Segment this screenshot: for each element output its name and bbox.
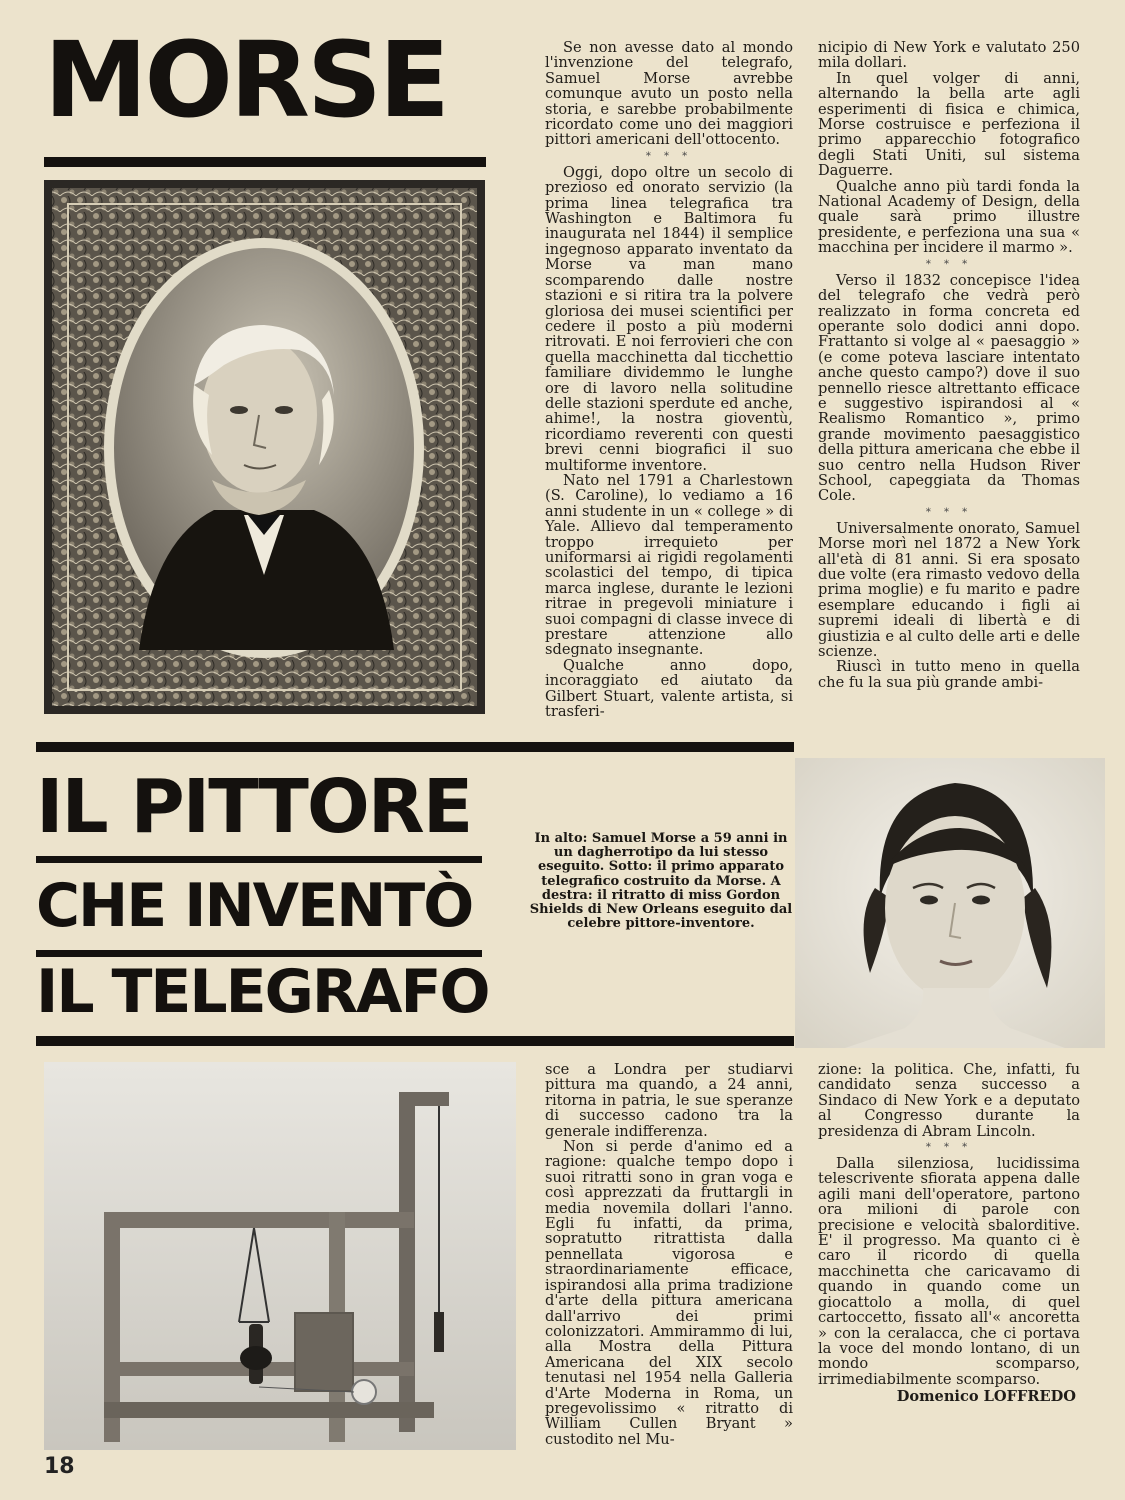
photo-caption: In alto: Samuel Morse a 59 anni in un dagherrotipo da lui stesso eseguito. Sotto: il primo apparato telegrafico costruito da Morse. A destra: il ritratto di miss Gordon Shields di New Orleans eseguito dal celebre pittore-inventore. bbox=[529, 831, 793, 932]
section-separator: * * * bbox=[925, 1142, 973, 1154]
headline-il-pittore: IL PITTORE bbox=[36, 764, 472, 850]
paragraph: zione: la politica. Che, infatti, fu candidato senza successo a Sindaco di New York e a deputato al Congresso durante la presidenza di Abram Lincoln. bbox=[818, 1061, 1080, 1140]
headline-che-invento: CHE INVENTÒ bbox=[36, 871, 473, 941]
paragraph: Nato nel 1791 a Charlestown (S. Caroline), lo vediamo a 16 anni studente in un « college » di Yale. Allievo dal temperamento troppo irrequieto per uniformarsi ai rigidi regolamenti scolastici del tempo, di tipica marca inglese, durante le lezioni ritrae in pregevoli miniature i suoi compagni di classe invece di prestare attenzione allo sdegnato insegnante. bbox=[545, 471, 793, 659]
rule bbox=[36, 856, 482, 863]
rule bbox=[44, 157, 486, 167]
section-separator: * * * bbox=[925, 506, 973, 518]
headline-morse: MORSE bbox=[44, 19, 447, 141]
section-separator: * * * bbox=[645, 150, 693, 162]
rule bbox=[36, 1036, 794, 1046]
section-separator: * * * bbox=[925, 258, 973, 270]
article-column-1-top bbox=[545, 40, 793, 719]
paragraph: Non si perde d'animo ed a ragione: qualche tempo dopo i suoi ritratti sono in gran voga e così apprezzati da fruttargli in media novemila dollari l'anno. Egli fu infatti, da prima, sopratutto ritrattista dalla pennellata vigorosa e straordinariamente efficace, ispirandosi alla prima tradizione d'arte della pittura americana dall'arrivo dei primi colonizzatori. Ammirammo di lui, alla Mostra della Pittura Americana del XIX secolo tenutasi nel 1954 nella Galleria d'Arte Moderna in Roma, un pregevolissimo « ritratto di William Cullen Bryant » custodito nel Mu- bbox=[545, 1138, 793, 1448]
article-column-2-top bbox=[818, 40, 1080, 690]
paragraph: Qualche anno più tardi fonda la National Academy of Design, della quale sarà primo illustre presidente, e perfeziona una sua « macchina per incidere il marmo ». bbox=[818, 177, 1080, 257]
headline-il-telegrafo: IL TELEGRAFO bbox=[36, 957, 489, 1027]
paragraph: Verso il 1832 concepisce l'idea del telegrafo che vedrà però realizzato in forma concreta ed operante solo dodici anni dopo. Frattanto si volge al « paesaggio » (e come poteva lasciare intentato anche questo campo?) dove il suo pennello riesce altrettanto efficace e suggestivo ispirandosi al « Realismo Romantico », primo grande movimento paesaggistico della pittura americana che ebbe il suo centro nella Hudson River School, capeggiata da Thomas Cole. bbox=[818, 271, 1080, 505]
paragraph: nicipio di New York e valutato 250 mila dollari. bbox=[818, 39, 1080, 72]
paragraph: Oggi, dopo oltre un secolo di prezioso ed onorato servizio (la prima linea telegrafica tra Washington e Baltimora fu inaugurata nel 1844) il semplice ingegnoso apparato inventato da Morse va man mano scomparendo dalle nostre stazioni e si ritira tra la polvere gloriosa dei musei scientifici per cedere il posto a più moderni ritrovati. E noi ferrovieri che con quella macchinetta dal ticchettio familiare dividemmo le lunghe ore di lavoro nella solitudine delle stazioni sperdute ed anche, ahime!, la nostra gioventù, ricordiamo reverenti con questi brevi cenni biografici il suo multiforme inventore. bbox=[545, 163, 793, 474]
telegraph-apparatus-photo bbox=[44, 1062, 516, 1450]
paragraph: Riuscì in tutto meno in quella che fu la sua più grande ambi- bbox=[818, 658, 1080, 691]
article-column-2-bottom bbox=[818, 1062, 1080, 1405]
article-column-1-bottom bbox=[545, 1062, 793, 1447]
paragraph: sce a Londra per studiarvi pittura ma quando, a 24 anni, ritorna in patria, le sue speranze di successo cadono tra la generale indifferenza. bbox=[545, 1061, 793, 1140]
page-number: 18 bbox=[44, 1454, 75, 1479]
morse-portrait-photo bbox=[44, 180, 485, 714]
rule bbox=[36, 742, 794, 752]
paragraph: Dalla silenziosa, lucidissima telescrivente sfiorata appena dalle agili mani dell'operatore, partono ora milioni di parole con precisione e velocità sbalorditive. E' il progresso. Ma quanto ci è caro il ricordo di quella macchinetta che caricavamo di quando in quando come un giocattolo a molla, di quel cartoccetto, fissato all'« ancoretta » con la ceralacca, che ci portava la voce del mondo lontano, di un mondo scomparso, irrimediabilmente scomparso. bbox=[818, 1155, 1080, 1388]
gordon-shields-portrait-photo bbox=[795, 758, 1105, 1048]
paragraph: Qualche anno dopo, incoraggiato ed aiutato da Gilbert Stuart, valente artista, si trasferi- bbox=[545, 656, 793, 721]
paragraph: In quel volger di anni, alternando la bella arte agli esperimenti di fisica e chimica, Morse costruisce e perfeziona il primo apparecchio fotografico degli Stati Uniti, sul sistema Daguerre. bbox=[818, 69, 1080, 180]
rule bbox=[36, 950, 482, 957]
paragraph: Universalmente onorato, Samuel Morse morì nel 1872 a New York all'età di 81 anni. Si era sposato due volte (era rimasto vedovo della prima moglie) e fu marito e padre esemplare educando i figli ai supremi ideali di libertà e di giustizia e al culto delle arti e delle scienze. bbox=[818, 519, 1080, 661]
paragraph: Se non avesse dato al mondo l'invenzione del telegrafo, Samuel Morse avrebbe comunque avuto un posto nella storia, e sarebbe probabilmente ricordato come uno dei maggiori pittori americani dell'ottocento. bbox=[545, 39, 793, 149]
author-signature: Domenico LOFFREDO bbox=[896, 1388, 1076, 1406]
